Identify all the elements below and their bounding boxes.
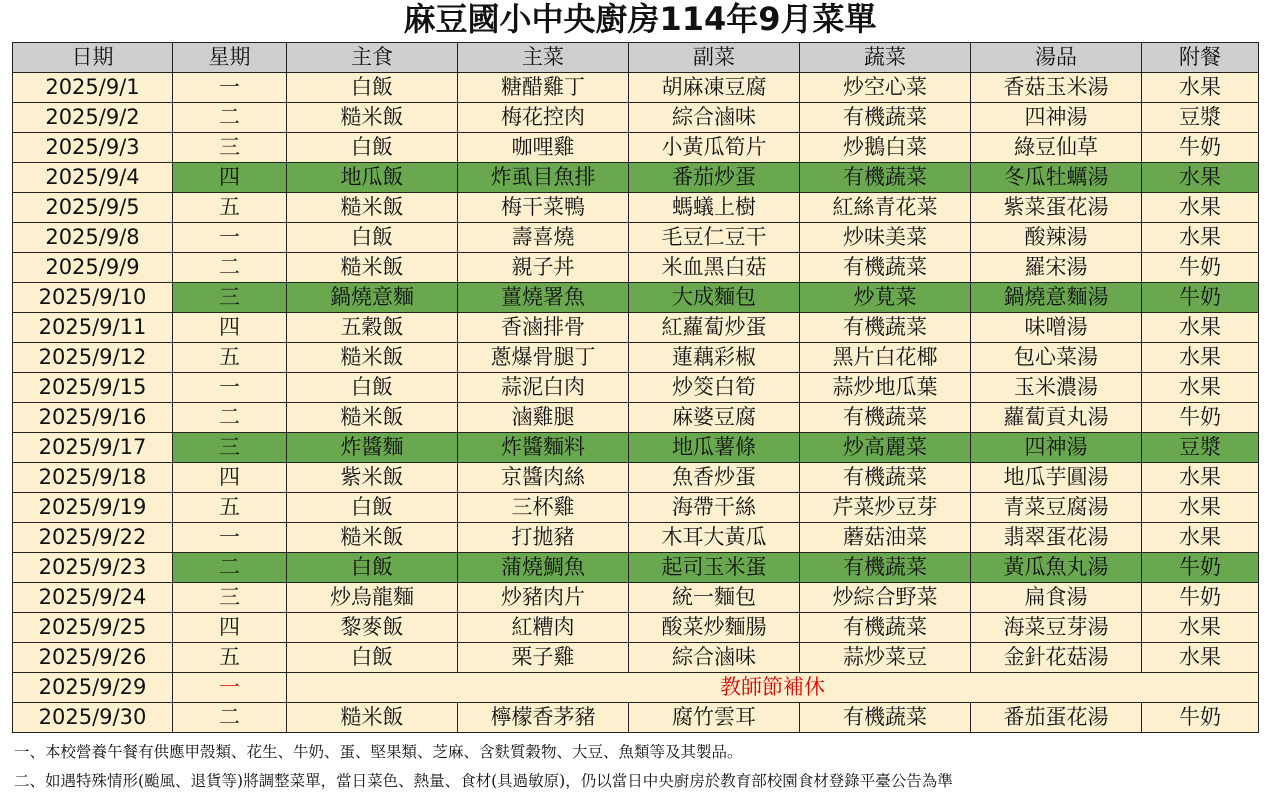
header-soup: 湯品 <box>971 43 1142 73</box>
cell-weekday: 二 <box>173 553 287 583</box>
table-row <box>13 193 1259 223</box>
cell-extra: 水果 <box>1142 643 1259 673</box>
cell-staple: 炸醬麵 <box>287 433 458 463</box>
cell-veg: 炒綜合野菜 <box>800 583 971 613</box>
cell-main: 炒豬肉片 <box>458 583 629 613</box>
table-row <box>13 493 1259 523</box>
cell-main: 檸檬香茅豬 <box>458 703 629 733</box>
cell-weekday: 一 <box>173 223 287 253</box>
cell-weekday: 五 <box>173 643 287 673</box>
cell-veg: 蒜炒菜豆 <box>800 643 971 673</box>
cell-extra: 牛奶 <box>1142 283 1259 313</box>
cell-side: 大成麵包 <box>629 283 800 313</box>
table-row <box>13 613 1259 643</box>
table-row <box>13 643 1259 673</box>
cell-soup: 紫菜蛋花湯 <box>971 193 1142 223</box>
cell-date: 2025/9/2 <box>13 103 173 133</box>
holiday-row <box>13 673 1259 703</box>
cell-side: 起司玉米蛋 <box>629 553 800 583</box>
table-row <box>13 373 1259 403</box>
table-row <box>13 103 1259 133</box>
cell-side: 小黃瓜筍片 <box>629 133 800 163</box>
header-main: 主菜 <box>458 43 629 73</box>
cell-weekday: 四 <box>173 313 287 343</box>
cell-side: 紅蘿蔔炒蛋 <box>629 313 800 343</box>
cell-date: 2025/9/12 <box>13 343 173 373</box>
cell-date: 2025/9/24 <box>13 583 173 613</box>
cell-side: 綜合滷味 <box>629 643 800 673</box>
cell-extra: 水果 <box>1142 373 1259 403</box>
cell-weekday: 二 <box>173 703 287 733</box>
footnote-allergens: 一、本校營養午餐有供應甲殼類、花生、牛奶、蛋、堅果類、芝麻、含麩質穀物、大豆、魚類等及其製品。 <box>14 743 743 761</box>
table-row <box>13 433 1259 463</box>
cell-soup: 海菜豆芽湯 <box>971 613 1142 643</box>
cell-date: 2025/9/16 <box>13 403 173 433</box>
cell-side: 海帶干絲 <box>629 493 800 523</box>
cell-extra: 牛奶 <box>1142 253 1259 283</box>
cell-veg: 有機蔬菜 <box>800 163 971 193</box>
cell-weekday: 四 <box>173 613 287 643</box>
cell-staple: 糙米飯 <box>287 193 458 223</box>
cell-extra: 水果 <box>1142 223 1259 253</box>
cell-date: 2025/9/15 <box>13 373 173 403</box>
cell-extra: 水果 <box>1142 523 1259 553</box>
cell-extra: 水果 <box>1142 163 1259 193</box>
cell-extra: 牛奶 <box>1142 703 1259 733</box>
cell-side: 地瓜薯條 <box>629 433 800 463</box>
cell-date: 2025/9/9 <box>13 253 173 283</box>
footnotes <box>14 738 1274 796</box>
cell-weekday: 三 <box>173 133 287 163</box>
cell-side: 魚香炒蛋 <box>629 463 800 493</box>
cell-side: 木耳大黃瓜 <box>629 523 800 553</box>
cell-soup: 酸辣湯 <box>971 223 1142 253</box>
cell-veg: 有機蔬菜 <box>800 553 971 583</box>
footnote-adjustment: 二、如遇特殊情形(颱風、退貨等)將調整菜單，當日菜色、熱量、食材(具過敏原)，仍以當日中央廚房於教育部校園食材登錄平臺公告為準 <box>14 772 953 790</box>
cell-date: 2025/9/22 <box>13 523 173 553</box>
cell-main: 梅花控肉 <box>458 103 629 133</box>
cell-staple: 黎麥飯 <box>287 613 458 643</box>
cell-weekday: 三 <box>173 583 287 613</box>
cell-weekday: 五 <box>173 193 287 223</box>
cell-weekday: 一 <box>173 373 287 403</box>
table-row <box>13 343 1259 373</box>
cell-staple: 糙米飯 <box>287 343 458 373</box>
cell-extra: 水果 <box>1142 463 1259 493</box>
cell-weekday: 一 <box>173 673 287 703</box>
cell-soup: 玉米濃湯 <box>971 373 1142 403</box>
cell-soup: 綠豆仙草 <box>971 133 1142 163</box>
cell-date: 2025/9/26 <box>13 643 173 673</box>
header-row <box>13 43 1259 73</box>
cell-veg: 炒高麗菜 <box>800 433 971 463</box>
cell-main: 薑燒署魚 <box>458 283 629 313</box>
cell-staple: 白飯 <box>287 133 458 163</box>
cell-date: 2025/9/17 <box>13 433 173 463</box>
cell-staple: 白飯 <box>287 553 458 583</box>
page-title: 麻豆國小中央廚房114年9月菜單 <box>403 0 877 38</box>
cell-staple: 紫米飯 <box>287 463 458 493</box>
header-staple: 主食 <box>287 43 458 73</box>
cell-veg: 炒味美菜 <box>800 223 971 253</box>
cell-staple: 炒烏龍麵 <box>287 583 458 613</box>
cell-staple: 糙米飯 <box>287 403 458 433</box>
cell-side: 胡麻凍豆腐 <box>629 73 800 103</box>
cell-extra: 牛奶 <box>1142 133 1259 163</box>
cell-weekday: 二 <box>173 253 287 283</box>
cell-veg: 芹菜炒豆芽 <box>800 493 971 523</box>
cell-staple: 白飯 <box>287 73 458 103</box>
table-row <box>13 553 1259 583</box>
header-side: 副菜 <box>629 43 800 73</box>
cell-soup: 包心菜湯 <box>971 343 1142 373</box>
cell-soup: 蘿蔔貢丸湯 <box>971 403 1142 433</box>
cell-soup: 地瓜芋圓湯 <box>971 463 1142 493</box>
cell-main: 紅糟肉 <box>458 613 629 643</box>
cell-staple: 糙米飯 <box>287 103 458 133</box>
cell-main: 三杯雞 <box>458 493 629 523</box>
holiday-note: 教師節補休 <box>287 673 1259 703</box>
cell-soup: 味噌湯 <box>971 313 1142 343</box>
cell-date: 2025/9/8 <box>13 223 173 253</box>
cell-weekday: 一 <box>173 73 287 103</box>
cell-staple: 白飯 <box>287 373 458 403</box>
cell-weekday: 一 <box>173 523 287 553</box>
cell-side: 麻婆豆腐 <box>629 403 800 433</box>
header-date: 日期 <box>13 43 173 73</box>
cell-date: 2025/9/10 <box>13 283 173 313</box>
cell-soup: 四神湯 <box>971 433 1142 463</box>
cell-extra: 牛奶 <box>1142 553 1259 583</box>
cell-date: 2025/9/23 <box>13 553 173 583</box>
cell-extra: 豆漿 <box>1142 433 1259 463</box>
cell-staple: 糙米飯 <box>287 523 458 553</box>
table-row <box>13 703 1259 733</box>
cell-veg: 有機蔬菜 <box>800 703 971 733</box>
cell-soup: 羅宋湯 <box>971 253 1142 283</box>
cell-main: 糖醋雞丁 <box>458 73 629 103</box>
cell-weekday: 四 <box>173 463 287 493</box>
cell-extra: 水果 <box>1142 73 1259 103</box>
cell-staple: 地瓜飯 <box>287 163 458 193</box>
cell-date: 2025/9/11 <box>13 313 173 343</box>
cell-extra: 水果 <box>1142 613 1259 643</box>
cell-staple: 鍋燒意麵 <box>287 283 458 313</box>
cell-side: 酸菜炒麵腸 <box>629 613 800 643</box>
cell-soup: 青菜豆腐湯 <box>971 493 1142 523</box>
cell-main: 蔥爆骨腿丁 <box>458 343 629 373</box>
cell-extra: 牛奶 <box>1142 403 1259 433</box>
cell-soup: 扁食湯 <box>971 583 1142 613</box>
menu-body <box>13 73 1259 733</box>
cell-weekday: 二 <box>173 403 287 433</box>
cell-main: 梅干菜鴨 <box>458 193 629 223</box>
cell-staple: 糙米飯 <box>287 253 458 283</box>
cell-extra: 水果 <box>1142 493 1259 523</box>
table-row <box>13 583 1259 613</box>
cell-date: 2025/9/5 <box>13 193 173 223</box>
cell-staple: 白飯 <box>287 643 458 673</box>
cell-extra: 水果 <box>1142 313 1259 343</box>
table-row <box>13 463 1259 493</box>
cell-main: 炸虱目魚排 <box>458 163 629 193</box>
cell-weekday: 三 <box>173 433 287 463</box>
cell-veg: 炒莧菜 <box>800 283 971 313</box>
table-row <box>13 313 1259 343</box>
cell-extra: 水果 <box>1142 193 1259 223</box>
cell-side: 蓮藕彩椒 <box>629 343 800 373</box>
cell-main: 蒜泥白肉 <box>458 373 629 403</box>
cell-date: 2025/9/1 <box>13 73 173 103</box>
cell-staple: 白飯 <box>287 493 458 523</box>
table-row <box>13 283 1259 313</box>
cell-date: 2025/9/30 <box>13 703 173 733</box>
cell-weekday: 二 <box>173 103 287 133</box>
cell-weekday: 五 <box>173 493 287 523</box>
cell-main: 蒲燒鯛魚 <box>458 553 629 583</box>
cell-date: 2025/9/25 <box>13 613 173 643</box>
header-extra: 附餐 <box>1142 43 1259 73</box>
table-row <box>13 133 1259 163</box>
cell-main: 炸醬麵料 <box>458 433 629 463</box>
cell-weekday: 三 <box>173 283 287 313</box>
cell-side: 綜合滷味 <box>629 103 800 133</box>
cell-veg: 有機蔬菜 <box>800 613 971 643</box>
cell-side: 毛豆仁豆干 <box>629 223 800 253</box>
cell-staple: 五穀飯 <box>287 313 458 343</box>
cell-veg: 有機蔬菜 <box>800 403 971 433</box>
cell-main: 親子丼 <box>458 253 629 283</box>
cell-veg: 炒空心菜 <box>800 73 971 103</box>
table-row <box>13 523 1259 553</box>
cell-extra: 豆漿 <box>1142 103 1259 133</box>
cell-side: 螞蟻上樹 <box>629 193 800 223</box>
cell-main: 栗子雞 <box>458 643 629 673</box>
cell-staple: 白飯 <box>287 223 458 253</box>
cell-main: 滷雞腿 <box>458 403 629 433</box>
cell-staple: 糙米飯 <box>287 703 458 733</box>
cell-soup: 鍋燒意麵湯 <box>971 283 1142 313</box>
cell-veg: 有機蔬菜 <box>800 103 971 133</box>
cell-side: 腐竹雲耳 <box>629 703 800 733</box>
cell-side: 炒筊白筍 <box>629 373 800 403</box>
cell-weekday: 五 <box>173 343 287 373</box>
cell-side: 統一麵包 <box>629 583 800 613</box>
cell-main: 咖哩雞 <box>458 133 629 163</box>
cell-side: 番茄炒蛋 <box>629 163 800 193</box>
cell-date: 2025/9/29 <box>13 673 173 703</box>
cell-soup: 四神湯 <box>971 103 1142 133</box>
table-row <box>13 163 1259 193</box>
cell-soup: 香菇玉米湯 <box>971 73 1142 103</box>
menu-table <box>12 42 1259 733</box>
cell-main: 京醬肉絲 <box>458 463 629 493</box>
cell-side: 米血黑白菇 <box>629 253 800 283</box>
cell-extra: 水果 <box>1142 343 1259 373</box>
cell-veg: 紅絲青花菜 <box>800 193 971 223</box>
cell-soup: 番茄蛋花湯 <box>971 703 1142 733</box>
table-row <box>13 73 1259 103</box>
cell-veg: 有機蔬菜 <box>800 253 971 283</box>
cell-main: 壽喜燒 <box>458 223 629 253</box>
cell-veg: 黑片白花椰 <box>800 343 971 373</box>
cell-veg: 有機蔬菜 <box>800 313 971 343</box>
cell-veg: 蒜炒地瓜葉 <box>800 373 971 403</box>
cell-date: 2025/9/19 <box>13 493 173 523</box>
cell-date: 2025/9/18 <box>13 463 173 493</box>
table-row <box>13 253 1259 283</box>
cell-soup: 黃瓜魚丸湯 <box>971 553 1142 583</box>
cell-veg: 炒鵝白菜 <box>800 133 971 163</box>
cell-soup: 冬瓜牡蠣湯 <box>971 163 1142 193</box>
cell-veg: 有機蔬菜 <box>800 463 971 493</box>
cell-soup: 翡翠蛋花湯 <box>971 523 1142 553</box>
cell-main: 打拋豬 <box>458 523 629 553</box>
cell-extra: 牛奶 <box>1142 583 1259 613</box>
cell-date: 2025/9/4 <box>13 163 173 193</box>
table-row <box>13 223 1259 253</box>
header-veg: 蔬菜 <box>800 43 971 73</box>
cell-veg: 蘑菇油菜 <box>800 523 971 553</box>
cell-main: 香滷排骨 <box>458 313 629 343</box>
cell-weekday: 四 <box>173 163 287 193</box>
cell-soup: 金針花菇湯 <box>971 643 1142 673</box>
cell-date: 2025/9/3 <box>13 133 173 163</box>
header-weekday: 星期 <box>173 43 287 73</box>
table-row <box>13 403 1259 433</box>
